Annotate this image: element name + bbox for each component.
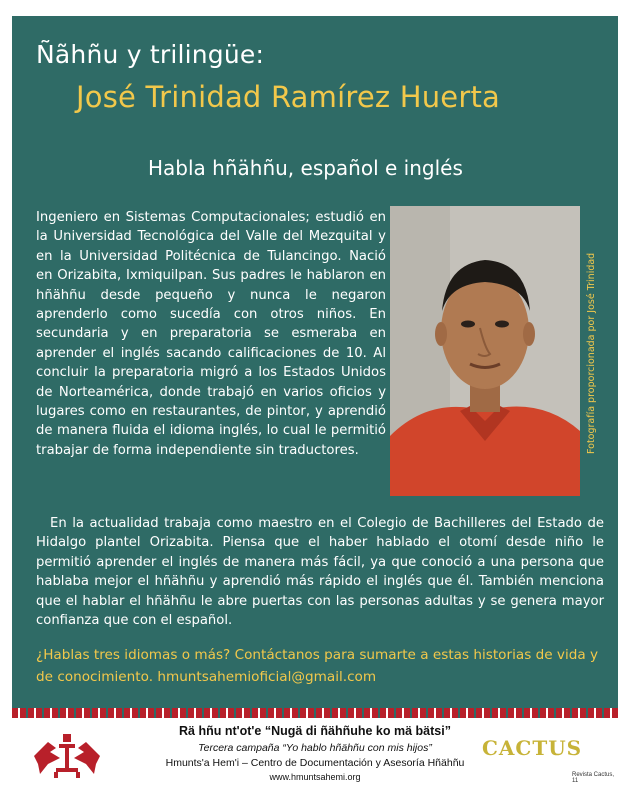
bio-paragraph-2: En la actualidad trabaja como maestro en el Colegio de Bachilleres del Estado de Hidalgo plantel Orizabita. Piensa que el haber hablado el otomí desde niño le permitió aprender el inglés de manera más fácil, ya que conoció a una persona que hablaba mejor el hñähñu y aprendió más rápido el inglés que él. También menciona que el hablar el hñähñu le abre puertas con las personas adultas y se genera mayor confianza que con el español. <box>36 516 604 629</box>
footer-campaign-title: Rä hñu nt'ot'e “Nugä di ñähñuhe ko mä bätsi” <box>179 724 451 738</box>
portrait-illustration <box>390 206 580 496</box>
footer-website-link[interactable]: www.hmuntsahemi.org <box>269 772 361 782</box>
person-name-title: José Trinidad Ramírez Huerta <box>76 80 500 114</box>
photo-credit: Fotografía proporcionada por José Trinidad <box>586 252 597 454</box>
subheading: Habla hñähñu, español e inglés <box>148 156 463 180</box>
contact-call-to-action: ¿Hablas tres idiomas o más? Contáctanos para sumarte a estas historias de vida y de conocimiento. hmuntsahemioficial@gmail.com <box>36 647 599 685</box>
footer-campaign-subtitle: Tercera campaña “Yo hablo hñähñu con mis hijos” <box>198 742 432 754</box>
decorative-border <box>12 708 618 718</box>
footer <box>12 718 618 802</box>
cactus-logo: CACTUS <box>482 736 583 760</box>
bio-paragraph-1: Ingeniero en Sistemas Computacionales; estudió en la Universidad Tecnológica del Valle del Mezquital y en la Universidad Politécnica de Tulancingo. Nació en Orizabita, Ixmiquilpan. Sus padres le hablaron en hñähñu desde pequeño y nunca le negaron aprenderlo como sucedía con otros niños. En secundaria y en preparatoria se esmeraba en aprender el inglés sacando calificaciones de 10. Al concluir la preparatoria migró a los Estados Unidos de Norteamérica, donde trabajó en varios oficios y lugares como en restaurantes, de pintor, y aprendió de manera fluida el idioma inglés, lo cual le permitió trabajar de forma independiente sin traductores. <box>36 210 386 458</box>
footer-organization: Hmunts'a Hem'i – Centro de Documentación y Asesoría Hñähñu <box>165 757 465 769</box>
kicker-heading: Ñãhñu y trilingüe: <box>36 40 265 69</box>
magazine-note: Revista Cactus, 11 <box>572 772 615 784</box>
portrait-photo <box>390 206 580 496</box>
